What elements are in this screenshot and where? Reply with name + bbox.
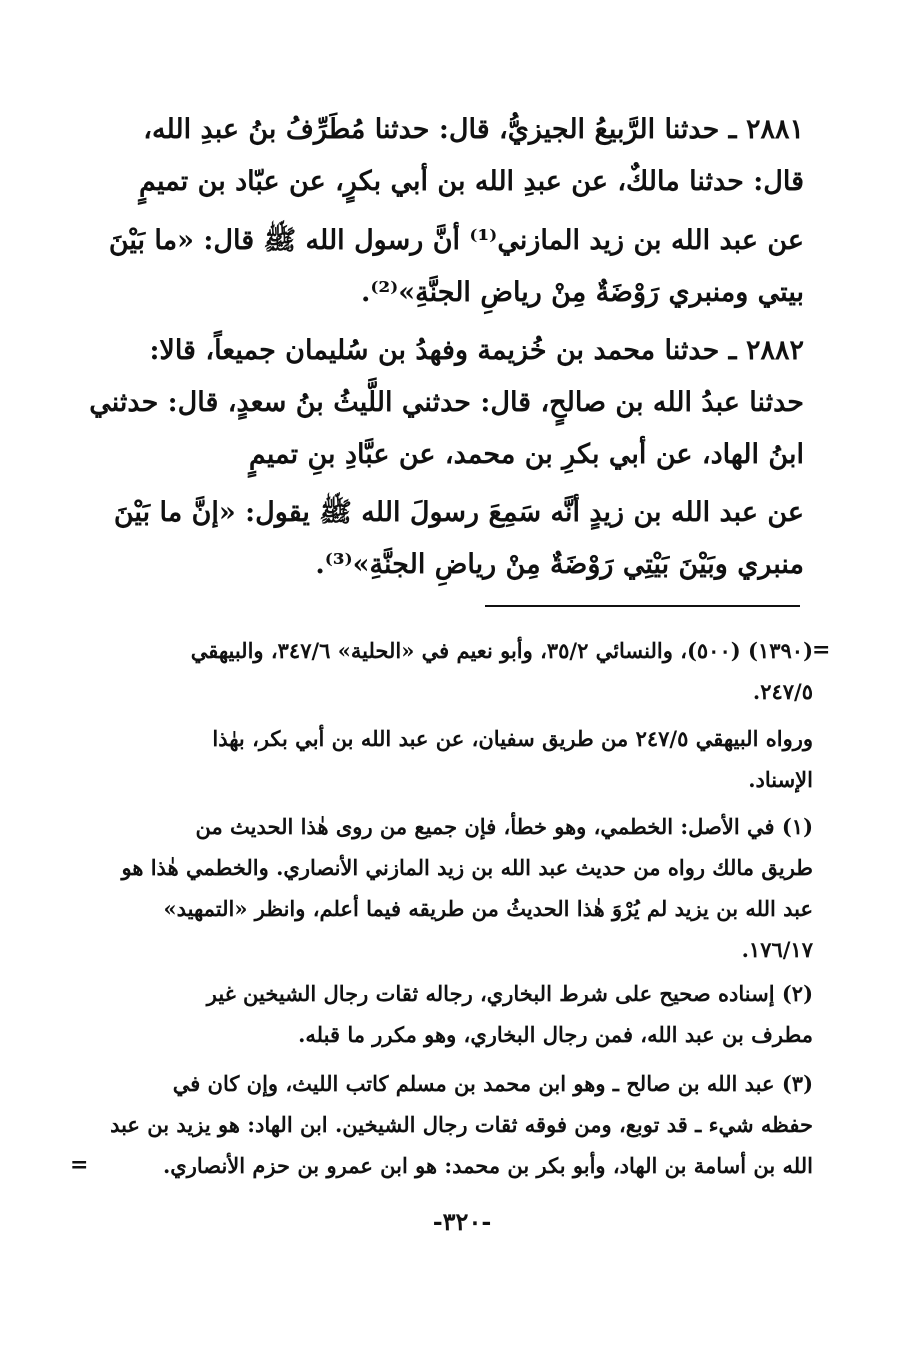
footnote-3 bbox=[95, 1063, 813, 1186]
text-line: ابنُ الهاد، عن أبي بكرِ بن محمد، عن عبَّادِ بنِ تميمٍ bbox=[248, 439, 804, 470]
text-line: عن عبد الله بن زيدٍ أنَّه سَمِعَ رسولَ الله ﷺ يقول: «إنَّ ما بَيْنَ bbox=[113, 497, 804, 528]
text-line: ٢٨٨١ ـ حدثنا الرَّبيعُ الجيزيُّ، قال: حدثنا مُطَرِّفُ بنُ عبدِ الله، bbox=[143, 114, 804, 145]
hadith-2881-matn bbox=[104, 215, 804, 319]
text-line: (١٣٩٠) (٥٠٠)، والنسائي ٣٥/٢، وأبو نعيم في «الحلية» ٣٤٧/٦، والبيهقي bbox=[190, 638, 813, 663]
text-line: عبد الله بن يزيد لم يُرْوَ هٰذا الحديثُ من طريقه فيما أعلم، وانظر «التمهيد» bbox=[163, 896, 813, 921]
text-line: حفظه شيء ـ قد توبع، ومن فوقه ثقات رجال الشيخين. ابن الهاد: هو يزيد بن عبد bbox=[110, 1112, 813, 1137]
text-line: الإسناد. bbox=[748, 767, 813, 792]
text-line: ورواه البيهقي ٢٤٧/٥ من طريق سفيان، عن عبد الله بن أبي بكر، بهٰذا bbox=[212, 726, 813, 751]
text-line: ٢٨٨٢ ـ حدثنا محمد بن خُزيمة وفهدُ بن سُليمان جميعاً، قالا: bbox=[149, 335, 804, 366]
hadith-2881-isnad bbox=[104, 104, 804, 208]
text-line: قال: حدثنا مالكٌ، عن عبدِ الله بن أبي بكرٍ، عن عبّاد بن تميمٍ bbox=[139, 166, 804, 197]
text-line: (٣) عبد الله بن صالح ـ وهو ابن محمد بن مسلم كاتب الليث، وإن كان في bbox=[172, 1071, 813, 1096]
footnote-1 bbox=[95, 806, 813, 970]
footnote-continuation bbox=[95, 630, 813, 712]
text-line: (١) في الأصل: الخطمي، وهو خطأ، فإن جميع من روى هٰذا الحديث من bbox=[195, 814, 813, 839]
text-line: حدثنا عبدُ الله بن صالحٍ، قال: حدثني اللَّيثُ بنُ سعدٍ، قال: حدثني bbox=[89, 387, 804, 418]
text-line: ١٧٦/١٧. bbox=[741, 937, 813, 962]
hadith-2882-matn bbox=[104, 487, 804, 591]
footnote-separator bbox=[485, 605, 800, 607]
continuation-mark-top: = bbox=[812, 637, 831, 663]
continuation-mark-bottom: = bbox=[70, 1152, 89, 1178]
hadith-2882-isnad bbox=[89, 325, 804, 481]
text-line: الله بن أسامة بن الهاد، وأبو بكر بن محمد: هو ابن عمرو بن حزم الأنصاري. bbox=[162, 1153, 813, 1178]
text-line: طريق مالك رواه من حديث عبد الله بن زيد المازني الأنصاري. والخطمي هٰذا هو bbox=[121, 855, 813, 880]
page-number: -٣٢٠- bbox=[432, 1207, 492, 1236]
text-line: مطرف بن عبد الله، فمن رجال البخاري، وهو مكرر ما قبله. bbox=[298, 1022, 813, 1047]
footnote-2 bbox=[95, 973, 813, 1055]
text-line: عن عبد الله بن زيد المازني⁽¹⁾ أنَّ رسول الله ﷺ قال: «ما بَيْنَ bbox=[108, 225, 804, 256]
text-line: بيتي ومنبري رَوْضَةٌ مِنْ رياضِ الجنَّةِ»⁽²⁾. bbox=[360, 277, 804, 308]
text-line: ٢٤٧/٥. bbox=[752, 679, 813, 704]
footnote-bayhaqi bbox=[95, 718, 813, 800]
text-line: منبري وبَيْنَ بَيْتِي رَوْضَةٌ مِنْ رياضِ الجنَّةِ»⁽³⁾. bbox=[315, 549, 804, 580]
text-line: (٢) إسناده صحيح على شرط البخاري، رجاله ثقات رجال الشيخين غير bbox=[206, 981, 813, 1006]
